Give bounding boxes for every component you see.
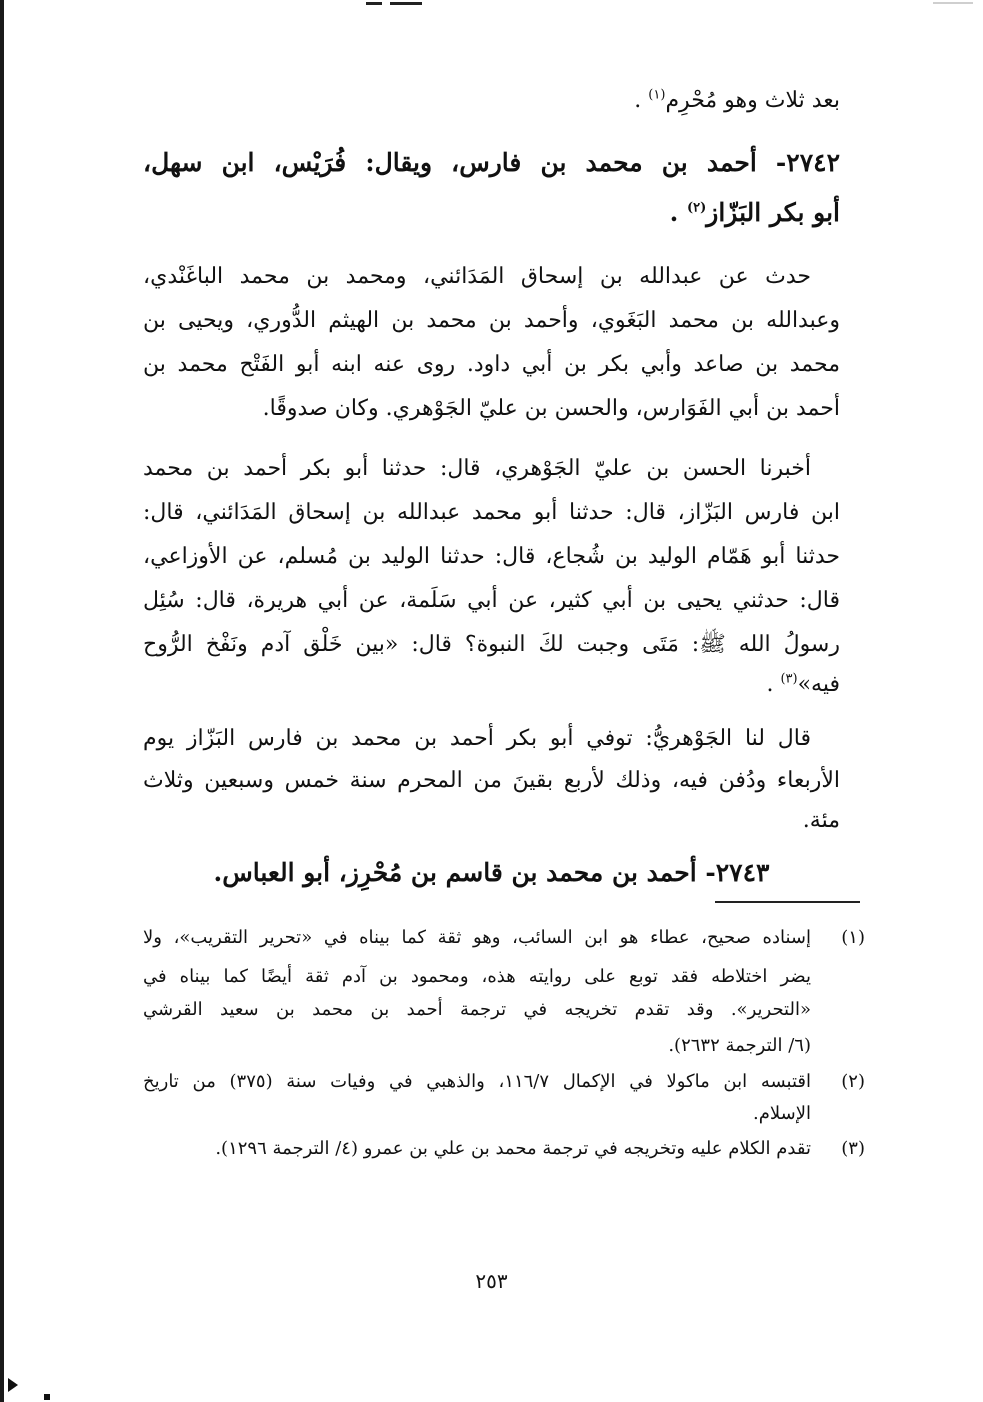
- footnote-line: إسناده صحيح، عطاء هو ابن السائب، وهو ثقة كما بيناه في «تحرير التقريب»، ولا: [143, 927, 811, 948]
- paragraph-line: [143, 670, 840, 700]
- paragraph-line: الأربعاء ودُفن فيه، وذلك لأربع بقينَ من المحرم سنة خمس وسبعين وثلاث: [143, 768, 840, 793]
- paragraph-line: وعبدالله بن محمد البَغَوي، وأحمد بن محمد بن الهيثم الدُّوري، ويحيى بن: [143, 308, 840, 333]
- scan-mark: [366, 2, 382, 5]
- paragraph-line: حدثنا أبو هَمّام الوليد بن شُجاع، قال: حدثنا الوليد بن مُسلم، عن الأوزاعي،: [143, 544, 840, 569]
- footnote-number: (١): [841, 927, 865, 948]
- footnote-line: (٦/ الترجمة ٢٦٣٢).: [668, 1035, 811, 1056]
- paragraph-line: محمد بن صاعد وأبي بكر بن أبي داود. روى عنه ابنه أبو الفَتْح محمد بن: [143, 352, 840, 377]
- footnote-number: (٢): [841, 1071, 865, 1092]
- entry-heading-continued: [143, 196, 840, 230]
- paragraph-line: رسولُ الله ﷺ: مَتَى وجبت لكَ النبوة؟ قال: «بين خَلْق آدم ونَفْخ الرُّوح: [143, 632, 840, 657]
- paragraph-line: أحمد بن أبي الفَوَارس، والحسن بن عليّ الجَوْهري. وكان صدوقًا.: [262, 396, 840, 421]
- footnote-ref: (٢): [686, 200, 707, 216]
- footnote-line: الإسلام.: [753, 1103, 811, 1124]
- footnote-ref: (١): [648, 87, 666, 103]
- paragraph-line: أخبرنا الحسن بن عليّ الجَوْهري، قال: حدثنا أبو بكر أحمد بن محمد: [143, 456, 811, 481]
- footnote-separator: [715, 901, 860, 903]
- paragraph-line: ابن فارس البَزّاز، قال: حدثنا أبو محمد عبدالله بن إسحاق المَدَائني، قال:: [143, 500, 840, 525]
- scan-mark: [933, 2, 973, 4]
- footnote-ref: (٣): [780, 671, 798, 687]
- punctuation: .: [634, 88, 649, 113]
- footnote-line: «التحرير». وقد تقدم تخريجه في ترجمة أحمد بن محمد بن سعيد القرشي: [143, 999, 811, 1020]
- entry-heading: ٢٧٤٢- أحمد بن محمد بن فارس، ويقال: فُرَيْس، ابن سهل،: [143, 148, 840, 177]
- footnote-line: اقتبسه ابن ماكولا في الإكمال ١١٦/٧، والذهبي في وفيات سنة (٣٧٥) من تاريخ: [143, 1071, 811, 1092]
- scan-arrow-icon: [8, 1378, 18, 1392]
- paragraph-line: حدث عن عبدالله بن إسحاق المَدَائني، ومحمد بن محمد الباغَنْدي،: [143, 264, 811, 289]
- scan-mark: [390, 2, 422, 5]
- paragraph-line: مئة.: [802, 808, 840, 833]
- paragraph-line: قال لنا الجَوْهريُّ: توفي أبو بكر أحمد بن محمد بن فارس البَزّاز يوم: [143, 726, 811, 751]
- punctuation: .: [766, 672, 781, 697]
- page-number: ٢٥٣: [475, 1269, 508, 1293]
- continuation-line: [143, 86, 840, 116]
- entry-heading: ٢٧٤٣- أحمد بن محمد بن قاسم بن مُحْرِز، أبو العباس.: [213, 858, 770, 887]
- scan-dot: [44, 1394, 50, 1400]
- scan-border: [0, 0, 4, 1402]
- footnote-line: يضر اختلاطه فقد توبع على روايته هذه، ومحمود بن آدم ثقة أيضًا كما بيناه في: [143, 966, 811, 987]
- footnote-line: تقدم الكلام عليه وتخريجه في ترجمة محمد بن علي بن عمرو (٤/ الترجمة ١٢٩٦).: [215, 1138, 811, 1159]
- paragraph-line: قال: حدثني يحيى بن أبي كثير، عن أبي سَلَمة، عن أبي هريرة، قال: سُئِل: [143, 588, 840, 613]
- footnote-number: (٣): [841, 1138, 865, 1159]
- continuation-text: بعد ثلاث وهو مُحْرِم: [665, 88, 840, 113]
- punctuation: .: [669, 198, 687, 227]
- quote-end: فيه»: [797, 672, 840, 697]
- heading-text: أبو بكر البَزّاز: [706, 198, 840, 227]
